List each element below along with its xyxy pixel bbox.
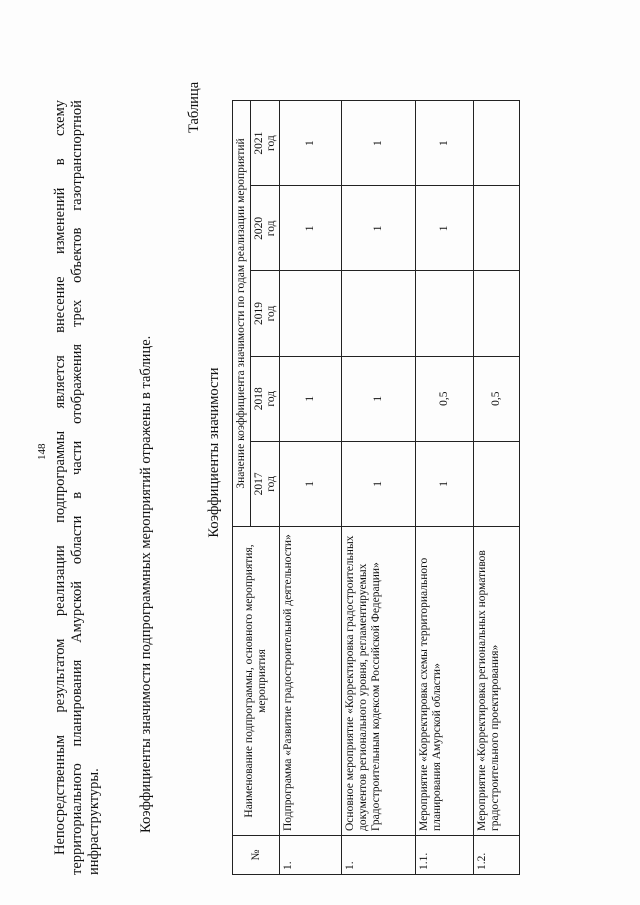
row-value: 1 xyxy=(342,356,416,441)
row-value: 1 xyxy=(280,441,342,526)
row-value: 1 xyxy=(342,101,416,186)
word: является xyxy=(52,355,68,409)
row-name: Основное мероприятие «Корректировка градостроительных документов регионального уровня, регламентируемых Градостроительным кодексом Российской Федерации» xyxy=(342,527,416,836)
row-value xyxy=(342,271,416,356)
year: 2020 xyxy=(253,216,265,240)
word: Непосредственным xyxy=(52,735,68,855)
header-group: Значение коэффициента значимости по годам реализации мероприятий xyxy=(233,101,251,527)
year-unit: год xyxy=(265,220,277,237)
row-value: 0,5 xyxy=(474,356,520,441)
row-name: Мероприятие «Корректировка схемы территориального планирования Амурской области» xyxy=(416,527,474,836)
table-title: Коэффициенты значимости xyxy=(206,367,222,538)
table-row xyxy=(416,101,474,875)
row-value: 1 xyxy=(416,101,474,186)
header-num: № xyxy=(233,836,280,875)
row-value: 0,5 xyxy=(416,356,474,441)
header-row xyxy=(233,101,251,875)
word: изменений xyxy=(52,187,68,255)
year-unit: год xyxy=(265,135,277,151)
row-value: 1 xyxy=(280,356,342,441)
year-unit: год xyxy=(265,476,277,492)
row-value: 1 xyxy=(342,441,416,526)
year-cell xyxy=(251,441,280,526)
word: территориального xyxy=(69,763,85,875)
word: Амурской xyxy=(69,580,85,643)
table-row xyxy=(342,101,416,875)
header-name: Наименование подпрограммы, основного мероприятия, мероприятия xyxy=(233,527,280,836)
word: реализации xyxy=(52,545,68,617)
year: 2018 xyxy=(253,387,265,411)
row-value: 1 xyxy=(416,186,474,271)
row-name: Подпрограмма «Развитие градостроительной деятельности» xyxy=(280,527,342,836)
word: внесение xyxy=(52,276,68,333)
row-value xyxy=(474,441,520,526)
row-num: 1.1. xyxy=(416,836,474,875)
year: 2017 xyxy=(253,472,265,496)
row-value xyxy=(474,186,520,271)
year-cell xyxy=(251,186,280,271)
year: 2019 xyxy=(253,302,265,326)
page-number: 148 xyxy=(36,443,48,460)
word: в xyxy=(69,491,85,499)
year: 2021 xyxy=(253,131,265,155)
table-row xyxy=(474,101,520,875)
word: объектов xyxy=(69,227,85,283)
row-num: 1. xyxy=(342,836,416,875)
row-num: 1. xyxy=(280,836,342,875)
table-label: Таблица xyxy=(186,81,202,133)
row-value xyxy=(474,101,520,186)
paragraph-line-3 xyxy=(86,100,103,875)
year-cell xyxy=(251,356,280,441)
paragraph-line-1 xyxy=(52,100,69,875)
row-value: 1 xyxy=(416,441,474,526)
word: инфраструктуры. xyxy=(86,768,102,875)
word: части xyxy=(69,440,85,476)
word: схему xyxy=(52,100,68,136)
row-name: Мероприятие «Корректировка региональных нормативов градостроительного проектирования» xyxy=(474,527,520,836)
year-cell xyxy=(251,271,280,356)
paragraph-line-2 xyxy=(69,100,86,875)
word: в xyxy=(52,158,68,166)
row-value xyxy=(416,271,474,356)
body-paragraph xyxy=(52,100,103,875)
year-unit: год xyxy=(265,390,277,407)
word: трех xyxy=(69,299,85,328)
word: подпрограммы xyxy=(52,430,68,523)
word: области xyxy=(69,515,85,565)
table-row xyxy=(280,101,342,875)
coefficients-table xyxy=(232,100,520,875)
word: планирования xyxy=(69,659,85,747)
word: отображения xyxy=(69,343,85,424)
row-value: 1 xyxy=(342,186,416,271)
year-cell xyxy=(251,101,280,186)
row-value: 1 xyxy=(280,101,342,186)
year-unit: год xyxy=(265,305,277,322)
word: результатом xyxy=(52,638,68,713)
intro-line: Коэффициенты значимости подпрограммных мероприятий отражены в таблице. xyxy=(138,335,154,833)
row-value xyxy=(474,271,520,356)
row-num: 1.2. xyxy=(474,836,520,875)
row-value xyxy=(280,271,342,356)
word: газотранспортной xyxy=(69,100,85,211)
row-value: 1 xyxy=(280,186,342,271)
